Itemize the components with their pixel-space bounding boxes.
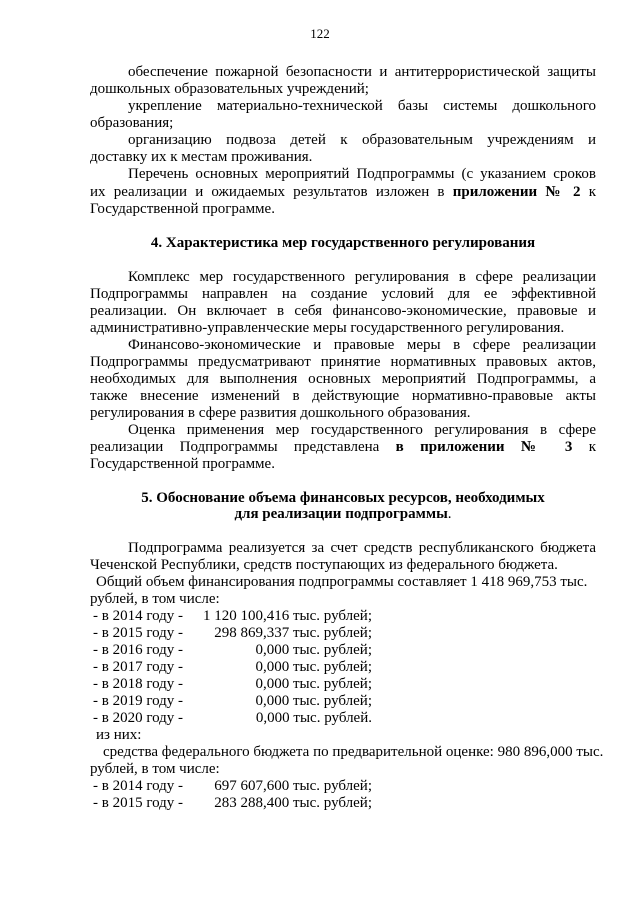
text-run: к — [572, 439, 596, 455]
body-text-line: регулирования в сфере развития дошкольного образования. — [90, 405, 471, 421]
body-text-line: реализации. Он включает в себя финансово-экономические, правовые и — [90, 303, 596, 319]
funding-amount: 298 869,337 тыс. рублей; — [214, 625, 372, 641]
section-heading: 4. Характеристика мер государственного регулирования — [150, 235, 536, 251]
text-run: реализации Подпрограммы представлена — [90, 439, 396, 455]
funding-year-label: - в 2018 году - — [93, 676, 184, 692]
appendix-reference: в приложении № 3 — [395, 439, 573, 455]
body-text-line: также внесение изменений в действующие нормативно-правовые акты — [90, 388, 596, 404]
funding-year-label: - в 2014 году - — [93, 778, 184, 794]
body-text-line — [90, 184, 596, 201]
body-text-line: из них: — [96, 727, 142, 743]
text-run: их реализации и ожидаемых результатов изложен в — [90, 184, 453, 200]
heading-text: для реализации подпрограммы — [234, 506, 448, 522]
body-text-line: Оценка применения мер государственного регулирования в сфере — [128, 422, 596, 438]
body-text-line: Подпрограммы предусматривают принятие нормативных правовых актов, — [90, 354, 596, 370]
funding-amount: 1 120 100,416 тыс. рублей; — [203, 608, 372, 624]
section-heading: 5. Обоснование объема финансовых ресурсов, необходимых — [141, 490, 545, 506]
body-text-line: средства федерального бюджета по предварительной оценке: 980 896,000 тыс. — [103, 744, 604, 760]
body-text-line: обеспечение пожарной безопасности и антитеррористической защиты — [128, 64, 596, 80]
section-heading — [90, 506, 596, 523]
body-text-line: организацию подвоза детей к образовательным учреждениям и — [128, 132, 596, 148]
body-text-line: необходимых для выполнения основных мероприятий Подпрограммы, а — [90, 371, 596, 387]
funding-year-label: - в 2016 году - — [93, 642, 184, 658]
body-text-line: Комплекс мер государственного регулирования в сфере реализации — [128, 269, 596, 285]
heading-period: . — [447, 506, 452, 522]
funding-amount: 0,000 тыс. рублей; — [255, 676, 372, 692]
page-number: 122 — [310, 26, 330, 41]
body-text-line: Государственной программе. — [90, 456, 275, 472]
funding-year-label: - в 2015 году - — [93, 795, 184, 811]
text-run: к — [580, 184, 597, 200]
body-text-line: Общий объем финансирования подпрограммы составляет 1 418 969,753 тыс. — [96, 574, 588, 590]
body-text-line: Чеченской Республики, средств поступающих из федерального бюджета. — [90, 557, 558, 573]
body-text-line: рублей, в том числе: — [90, 761, 220, 777]
body-text-line: укрепление материально-технической базы системы дошкольного — [128, 98, 596, 114]
body-text-line: Государственной программе. — [90, 201, 275, 217]
funding-amount: 0,000 тыс. рублей; — [255, 659, 372, 675]
body-text-line: Подпрограммы направлен на создание условий для ее эффективной — [90, 286, 596, 302]
body-text-line: доставку их к местам проживания. — [90, 149, 313, 165]
body-text-line: дошкольных образовательных учреждений; — [90, 81, 369, 97]
body-text-line: Финансово-экономические и правовые меры в сфере реализации — [128, 337, 596, 353]
funding-year-label: - в 2019 году - — [93, 693, 184, 709]
funding-amount: 0,000 тыс. рублей. — [255, 710, 372, 726]
body-text-line: Перечень основных мероприятий Подпрограммы (с указанием сроков — [128, 166, 596, 182]
funding-amount: 0,000 тыс. рублей; — [255, 642, 372, 658]
funding-amount: 283 288,400 тыс. рублей; — [214, 795, 372, 811]
funding-amount: 0,000 тыс. рублей; — [255, 693, 372, 709]
funding-year-label: - в 2017 году - — [93, 659, 184, 675]
body-text-line: административно-управленческие меры государственного регулирования. — [90, 320, 565, 336]
funding-year-label: - в 2015 году - — [93, 625, 184, 641]
funding-year-label: - в 2014 году - — [93, 608, 184, 624]
funding-amount: 697 607,600 тыс. рублей; — [214, 778, 372, 794]
body-text-line: рублей, в том числе: — [90, 591, 220, 607]
body-text-line: образования; — [90, 115, 174, 131]
funding-year-label: - в 2020 году - — [93, 710, 184, 726]
appendix-reference: приложении № 2 — [452, 184, 581, 200]
body-text-line — [90, 439, 596, 456]
body-text-line: Подпрограмма реализуется за счет средств республиканского бюджета — [128, 540, 596, 556]
